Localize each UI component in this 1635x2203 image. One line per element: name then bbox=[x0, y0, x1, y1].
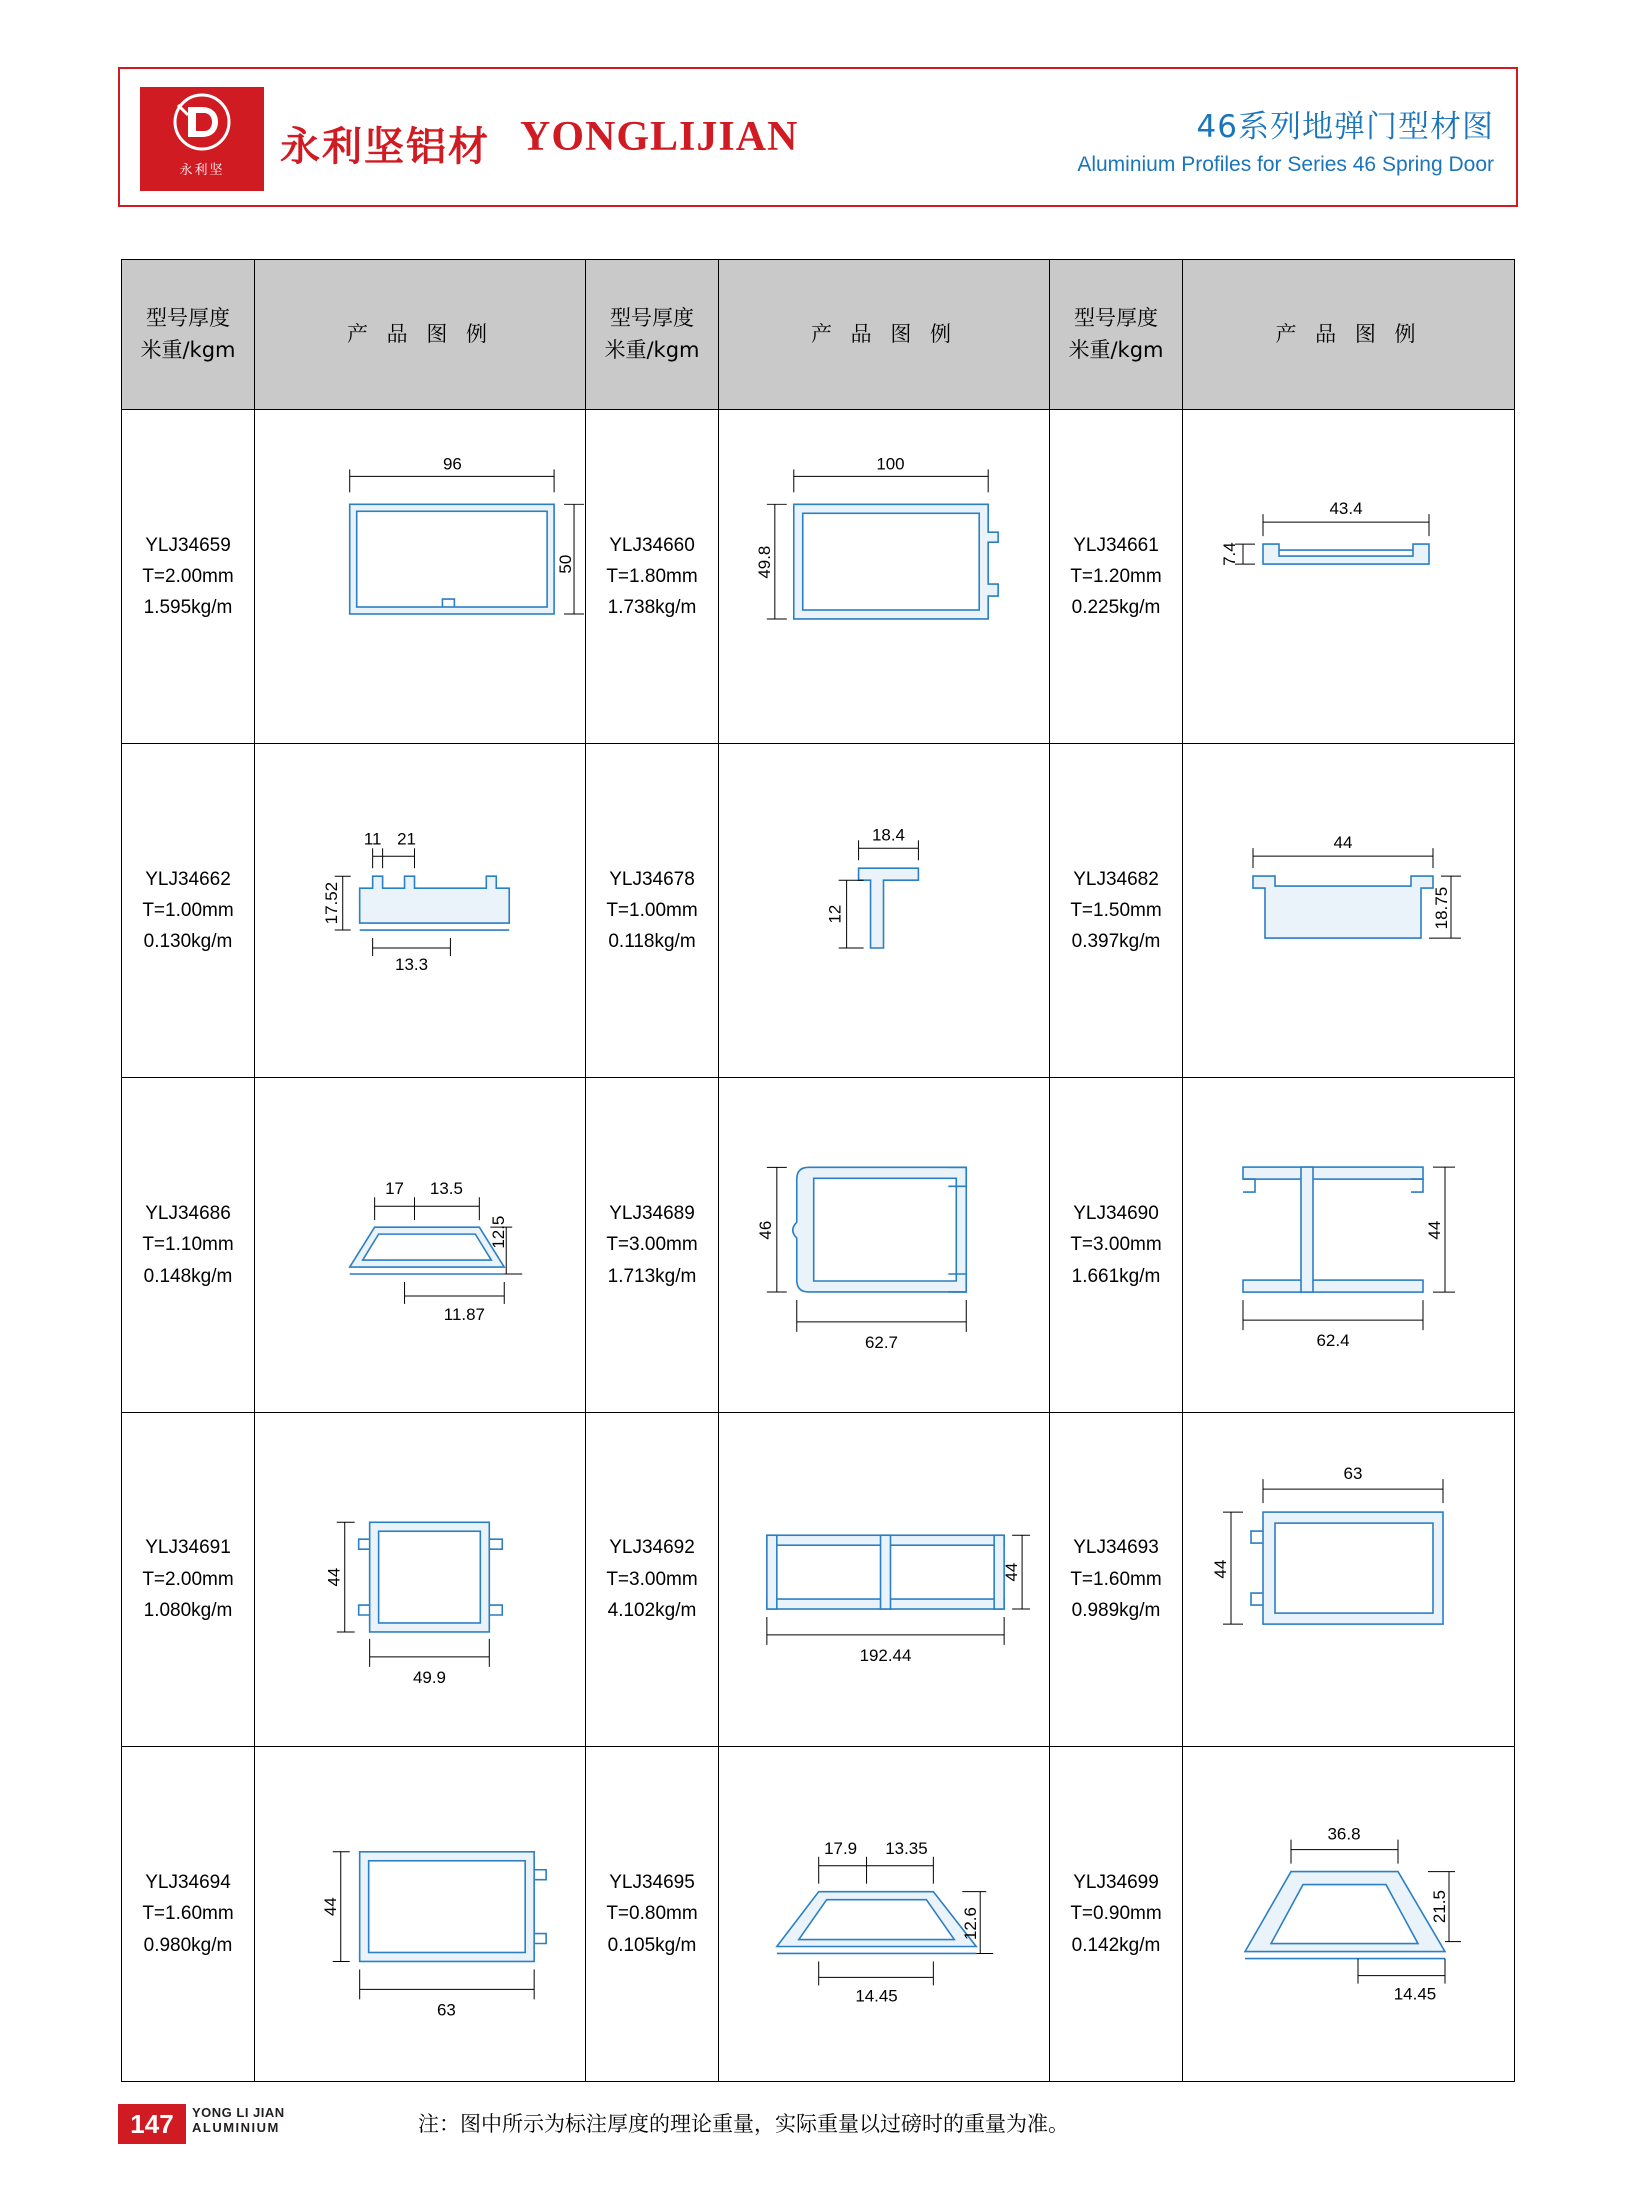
profile-spec bbox=[586, 410, 719, 743]
dimension-label: 63 bbox=[1343, 1463, 1363, 1483]
profile-weight: 0.989kg/m bbox=[1071, 1599, 1161, 1621]
page-header bbox=[118, 67, 1518, 207]
profile-figure bbox=[255, 1078, 585, 1411]
profile-thickness: T=2.00mm bbox=[142, 565, 234, 587]
dimension-label: 21 bbox=[397, 829, 416, 849]
header-spec-line1: 型号厚度 bbox=[610, 306, 694, 330]
profile-model: YLJ34693 bbox=[1073, 1537, 1159, 1559]
profile-figure bbox=[719, 744, 1049, 1077]
header-figure-label: 产 品 图 例 bbox=[346, 321, 494, 346]
dimension-label: 46 bbox=[755, 1221, 775, 1240]
profile-figure bbox=[255, 1747, 585, 2081]
dimension-label: 62.4 bbox=[1316, 1331, 1350, 1351]
profile-weight: 0.148kg/m bbox=[143, 1265, 233, 1287]
profile-figure bbox=[1183, 1078, 1514, 1411]
profile-model: YLJ34660 bbox=[609, 534, 695, 556]
dimension-label: 12.6 bbox=[961, 1906, 981, 1940]
profile-model: YLJ34690 bbox=[1073, 1202, 1159, 1224]
table-row bbox=[1050, 1413, 1514, 1747]
profile-spec bbox=[122, 1747, 255, 2081]
profile-spec bbox=[1050, 1747, 1183, 2081]
profile-weight: 1.080kg/m bbox=[143, 1599, 233, 1621]
table-row bbox=[586, 1747, 1049, 2081]
profile-model: YLJ34695 bbox=[609, 1871, 695, 1893]
table-row bbox=[1050, 1747, 1514, 2081]
table-row bbox=[122, 1413, 585, 1747]
column-header bbox=[1050, 260, 1514, 410]
dimension-label: 44 bbox=[1333, 833, 1353, 853]
page-title-english: Aluminium Profiles for Series 46 Spring Door bbox=[1077, 153, 1494, 176]
dimension-label: 44 bbox=[324, 1567, 344, 1587]
profile-figure bbox=[1183, 744, 1514, 1077]
dimension-label: 43.4 bbox=[1329, 499, 1363, 519]
profile-thickness: T=1.60mm bbox=[1070, 1568, 1162, 1590]
dimension-label: 44 bbox=[1425, 1221, 1444, 1240]
profile-spec bbox=[122, 410, 255, 743]
profile-spec bbox=[586, 1413, 719, 1746]
profile-spec bbox=[122, 1413, 255, 1746]
header-figure-label: 产 品 图 例 bbox=[1275, 321, 1422, 346]
dimension-label: 96 bbox=[442, 454, 462, 474]
dimension-label: 36.8 bbox=[1327, 1824, 1361, 1844]
page-number: 147 bbox=[118, 2104, 186, 2144]
profile-figure bbox=[1183, 1413, 1514, 1746]
dimension-label: 21.5 bbox=[1430, 1889, 1449, 1923]
profile-thickness: T=1.00mm bbox=[142, 900, 234, 922]
table-row bbox=[586, 1413, 1049, 1747]
dimension-label: 7.4 bbox=[1220, 542, 1239, 566]
column-header bbox=[122, 260, 585, 410]
profile-figure bbox=[719, 1747, 1049, 2081]
profile-thickness: T=1.00mm bbox=[606, 900, 698, 922]
profile-thickness: T=0.80mm bbox=[606, 1903, 698, 1925]
profile-weight: 1.738kg/m bbox=[607, 597, 697, 619]
profile-figure bbox=[255, 744, 585, 1077]
profile-model: YLJ34686 bbox=[145, 1202, 231, 1224]
dimension-label: 18.4 bbox=[872, 825, 905, 845]
table-column-1 bbox=[122, 260, 586, 2081]
table-row bbox=[1050, 410, 1514, 744]
profile-figure bbox=[719, 410, 1049, 743]
table-row bbox=[122, 744, 585, 1078]
profile-weight: 0.397kg/m bbox=[1071, 931, 1161, 953]
profile-figure bbox=[1183, 1747, 1514, 2081]
table-row bbox=[122, 1747, 585, 2081]
profile-weight: 0.980kg/m bbox=[143, 1934, 233, 1956]
profile-figure bbox=[255, 410, 585, 743]
profile-spec bbox=[1050, 410, 1183, 743]
dimension-label: 62.7 bbox=[865, 1333, 898, 1353]
column-header bbox=[586, 260, 1049, 410]
logo-emblem-icon bbox=[166, 91, 238, 157]
dimension-label: 49.9 bbox=[412, 1667, 446, 1687]
profile-spec bbox=[1050, 1413, 1183, 1746]
footer-brand bbox=[192, 2106, 285, 2136]
profile-model: YLJ34662 bbox=[145, 868, 231, 890]
profile-weight: 0.130kg/m bbox=[143, 931, 233, 953]
profile-thickness: T=1.60mm bbox=[142, 1903, 234, 1925]
footer-brand-line2: ALUMINIUM bbox=[192, 2119, 280, 2135]
page-title-chinese: 46系列地弹门型材图 bbox=[1196, 109, 1494, 145]
table-row bbox=[1050, 744, 1514, 1078]
table-row bbox=[586, 1078, 1049, 1412]
profile-thickness: T=2.00mm bbox=[142, 1568, 234, 1590]
profile-model: YLJ34691 bbox=[145, 1537, 231, 1559]
profile-thickness: T=1.80mm bbox=[606, 565, 698, 587]
profile-thickness: T=0.90mm bbox=[1070, 1903, 1162, 1925]
dimension-label: 100 bbox=[876, 454, 905, 474]
profile-model: YLJ34699 bbox=[1073, 1871, 1159, 1893]
table-row bbox=[586, 410, 1049, 744]
profile-weight: 0.142kg/m bbox=[1071, 1934, 1161, 1956]
header-spec-label bbox=[122, 260, 255, 409]
profile-figure bbox=[255, 1413, 585, 1746]
profile-figure bbox=[719, 1413, 1049, 1746]
profile-model: YLJ34659 bbox=[145, 534, 231, 556]
header-spec-line2: 米重/kgm bbox=[1068, 337, 1164, 362]
dimension-label: 63 bbox=[436, 2000, 456, 2020]
footer-brand-line1: YONG LI JIAN bbox=[192, 2105, 285, 2120]
profile-model: YLJ34689 bbox=[609, 1202, 695, 1224]
profile-thickness: T=1.20mm bbox=[1070, 565, 1162, 587]
profile-figure bbox=[719, 1078, 1049, 1411]
table-row bbox=[586, 744, 1049, 1078]
table-row bbox=[122, 1078, 585, 1412]
profile-thickness: T=1.10mm bbox=[142, 1234, 234, 1256]
profile-model: YLJ34692 bbox=[609, 1537, 695, 1559]
profile-spec bbox=[1050, 744, 1183, 1077]
table-row bbox=[122, 410, 585, 744]
dimension-label: 13.35 bbox=[885, 1838, 928, 1858]
dimension-label: 44 bbox=[1002, 1562, 1022, 1582]
header-spec-line2: 米重/kgm bbox=[140, 337, 236, 362]
dimension-label: 14.45 bbox=[1393, 1984, 1437, 2004]
profile-thickness: T=3.00mm bbox=[606, 1234, 698, 1256]
table-row bbox=[1050, 1078, 1514, 1412]
header-spec-label bbox=[586, 260, 719, 409]
profile-spec bbox=[586, 1747, 719, 2081]
profile-weight: 0.118kg/m bbox=[608, 931, 696, 953]
dimension-label: 17 bbox=[385, 1179, 404, 1199]
registered-mark: ® bbox=[246, 89, 258, 106]
dimension-label: 50 bbox=[556, 554, 576, 574]
profile-model: YLJ34661 bbox=[1073, 534, 1159, 556]
dimension-label: 18.75 bbox=[1432, 887, 1451, 930]
profile-weight: 0.105kg/m bbox=[607, 1934, 697, 1956]
profile-spec bbox=[586, 1078, 719, 1411]
dimension-label: 17.52 bbox=[321, 882, 341, 925]
header-spec-line1: 型号厚度 bbox=[146, 306, 230, 330]
profile-weight: 1.713kg/m bbox=[607, 1265, 697, 1287]
dimension-label: 11.87 bbox=[443, 1305, 485, 1325]
dimension-label: 44 bbox=[320, 1896, 340, 1916]
profile-thickness: T=3.00mm bbox=[606, 1568, 698, 1590]
profile-spec bbox=[1050, 1078, 1183, 1411]
page-footer bbox=[118, 2102, 1518, 2150]
dimension-label: 192.44 bbox=[859, 1645, 912, 1665]
profile-weight: 0.225kg/m bbox=[1071, 597, 1161, 619]
dimension-label: 12 bbox=[825, 904, 845, 924]
profile-thickness: T=3.00mm bbox=[1070, 1234, 1162, 1256]
profile-spec bbox=[122, 1078, 255, 1411]
brand-name-chinese: 永利坚铝材 bbox=[280, 124, 490, 170]
table-column-3 bbox=[1050, 260, 1514, 2081]
profile-figure bbox=[1183, 410, 1514, 743]
profile-model: YLJ34678 bbox=[609, 868, 695, 890]
dimension-label: 13.3 bbox=[395, 955, 429, 975]
dimension-label: 13.5 bbox=[429, 1179, 463, 1199]
profile-weight: 4.102kg/m bbox=[607, 1599, 697, 1621]
logo-chinese-text: 永利坚 bbox=[179, 163, 225, 178]
header-spec-line1: 型号厚度 bbox=[1074, 306, 1158, 330]
dimension-label: 12.5 bbox=[489, 1216, 509, 1250]
dimension-label: 14.45 bbox=[855, 1986, 898, 2006]
dimension-label: 44 bbox=[1211, 1559, 1230, 1579]
profile-weight: 1.661kg/m bbox=[1071, 1265, 1161, 1287]
header-spec-line2: 米重/kgm bbox=[604, 337, 700, 362]
footer-note: 注：图中所示为标注厚度的理论重量，实际重量以过磅时的重量为准。 bbox=[418, 2112, 1069, 2136]
header-figure-label: 产 品 图 例 bbox=[810, 321, 958, 346]
profile-weight: 1.595kg/m bbox=[143, 597, 233, 619]
profile-spec bbox=[586, 744, 719, 1077]
dimension-label: 17.9 bbox=[824, 1838, 858, 1858]
profile-spec bbox=[122, 744, 255, 1077]
table-column-2 bbox=[586, 260, 1050, 2081]
profile-thickness: T=1.50mm bbox=[1070, 900, 1162, 922]
dimension-label: 49.8 bbox=[754, 545, 774, 579]
profile-model: YLJ34694 bbox=[145, 1871, 231, 1893]
header-spec-label bbox=[1050, 260, 1183, 409]
dimension-label: 11 bbox=[363, 829, 382, 849]
brand-name-english: YONGLIJIAN bbox=[520, 114, 799, 160]
profile-model: YLJ34682 bbox=[1073, 868, 1159, 890]
profiles-table bbox=[121, 259, 1515, 2082]
